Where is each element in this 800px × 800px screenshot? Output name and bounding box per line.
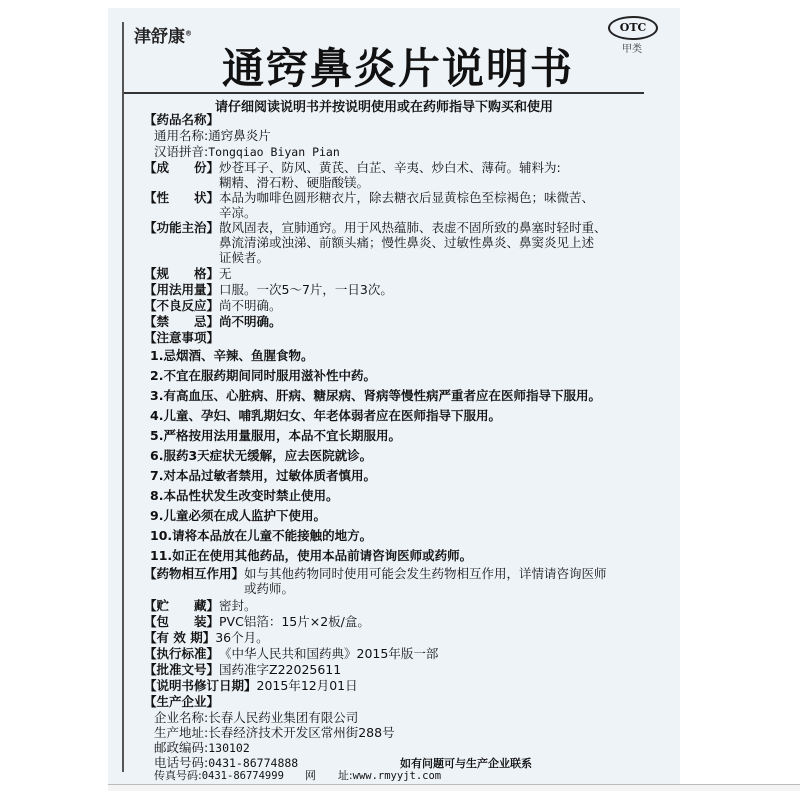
page-title: 通窍鼻炎片说明书 xyxy=(221,44,574,93)
precaution-item: 9.儿童必须在成人监护下使用。 xyxy=(150,508,326,523)
precaution-item: 3.有高血压、心脏病、肝病、糖尿病、肾病等慢性病严重者应在医师指导下服用。 xyxy=(150,388,601,403)
postcode-row: 邮政编码:130102 xyxy=(154,740,250,755)
precautions-heading: 【注意事项】 xyxy=(144,330,220,345)
package-row: 【包 装】PVC铝箔：15片×2板/盒。 xyxy=(144,614,370,629)
spec-row: 【规 格】无 xyxy=(144,266,232,281)
otc-badge: OTC xyxy=(608,16,658,40)
contraindication-row: 【禁 忌】尚不明确。 xyxy=(144,314,282,329)
ingredients-row: 【成 份】炒苍耳子、防风、黄芪、白芷、辛夷、炒白术、薄荷。辅料为: 糊精、滑石粉、硬脂酸镁。 xyxy=(144,160,561,190)
footer-note: 如有问题可与生产企业联系 xyxy=(400,757,532,770)
phone-row: 电话号码:0431-86774888 xyxy=(154,755,299,770)
manufacturer-address-row: 生产地址:长春经济技术开发区常州街288号 xyxy=(154,725,395,740)
usage-notice: 请仔细阅读说明书并按说明使用或在药师指导下购买和使用 xyxy=(214,100,553,115)
standard-row: 【执行标准】《中华人民共和国药典》2015年版一部 xyxy=(144,646,439,661)
pinyin-row: 汉语拼音:Tongqiao Biyan Pian xyxy=(154,144,340,159)
storage-row: 【贮 藏】密封。 xyxy=(144,598,257,613)
drug-name-heading: 【药品名称】 xyxy=(144,112,220,127)
title-divider xyxy=(124,92,644,94)
precaution-item: 4.儿童、孕妇、哺乳期妇女、年老体弱者应在医师指导下服用。 xyxy=(150,408,501,423)
validity-row: 【有 效 期】36个月。 xyxy=(144,630,269,645)
precaution-item: 11.如正在使用其他药品，使用本品前请咨询医师或药师。 xyxy=(150,548,473,563)
precaution-item: 6.服药3天症状无缓解，应去医院就诊。 xyxy=(150,448,373,463)
manufacturer-heading: 【生产企业】 xyxy=(144,694,220,709)
precaution-item: 5.严格按用法用量服用，本品不宜长期服用。 xyxy=(150,428,401,443)
revision-date-row: 【说明书修订日期】2015年12月01日 xyxy=(144,678,358,693)
generic-name-row: 通用名称:通窍鼻炎片 xyxy=(154,128,271,143)
brand-logo: 津舒康® xyxy=(134,27,192,47)
otc-class: 甲类 xyxy=(622,44,642,55)
manufacturer-name-row: 企业名称:长春人民药业集团有限公司 xyxy=(154,710,359,725)
approval-row: 【批准文号】国药准字Z22025611 xyxy=(144,662,342,677)
precaution-item: 10.请将本品放在儿童不能接触的地方。 xyxy=(150,528,373,543)
adverse-row: 【不良反应】尚不明确。 xyxy=(144,298,282,313)
fax-row: 传真号码:0431-86774999 网 址:www.rmyyjt.com xyxy=(154,769,442,782)
precaution-item: 8.本品性状发生改变时禁止使用。 xyxy=(150,488,339,503)
indications-row: 【功能主治】散风固表，宣肺通窍。用于风热蕴肺、表虚不固所致的鼻塞时轻时重、 鼻流清涕或浊涕、前额头痛；慢性鼻炎、过敏性鼻炎、鼻窦炎见上述 证候者。 xyxy=(144,220,607,265)
character-row: 【性 状】本品为咖啡色圆形糖衣片，除去糖衣后显黄棕色至棕褐色；味微苦、 辛凉。 xyxy=(144,190,595,220)
interaction-row: 【药物相互作用】如与其他药物同时使用可能会发生药物相互作用，详情请咨询医师 或药师。 xyxy=(144,566,607,596)
precaution-item: 7.对本品过敏者禁用，过敏体质者慎用。 xyxy=(150,468,376,483)
precaution-item: 1.忌烟酒、辛辣、鱼腥食物。 xyxy=(150,348,314,363)
bottom-edge xyxy=(108,784,800,791)
precaution-item: 2.不宜在服药期间同时服用滋补性中药。 xyxy=(150,368,376,383)
dosage-row: 【用法用量】口服。一次5～7片，一日3次。 xyxy=(144,282,393,297)
